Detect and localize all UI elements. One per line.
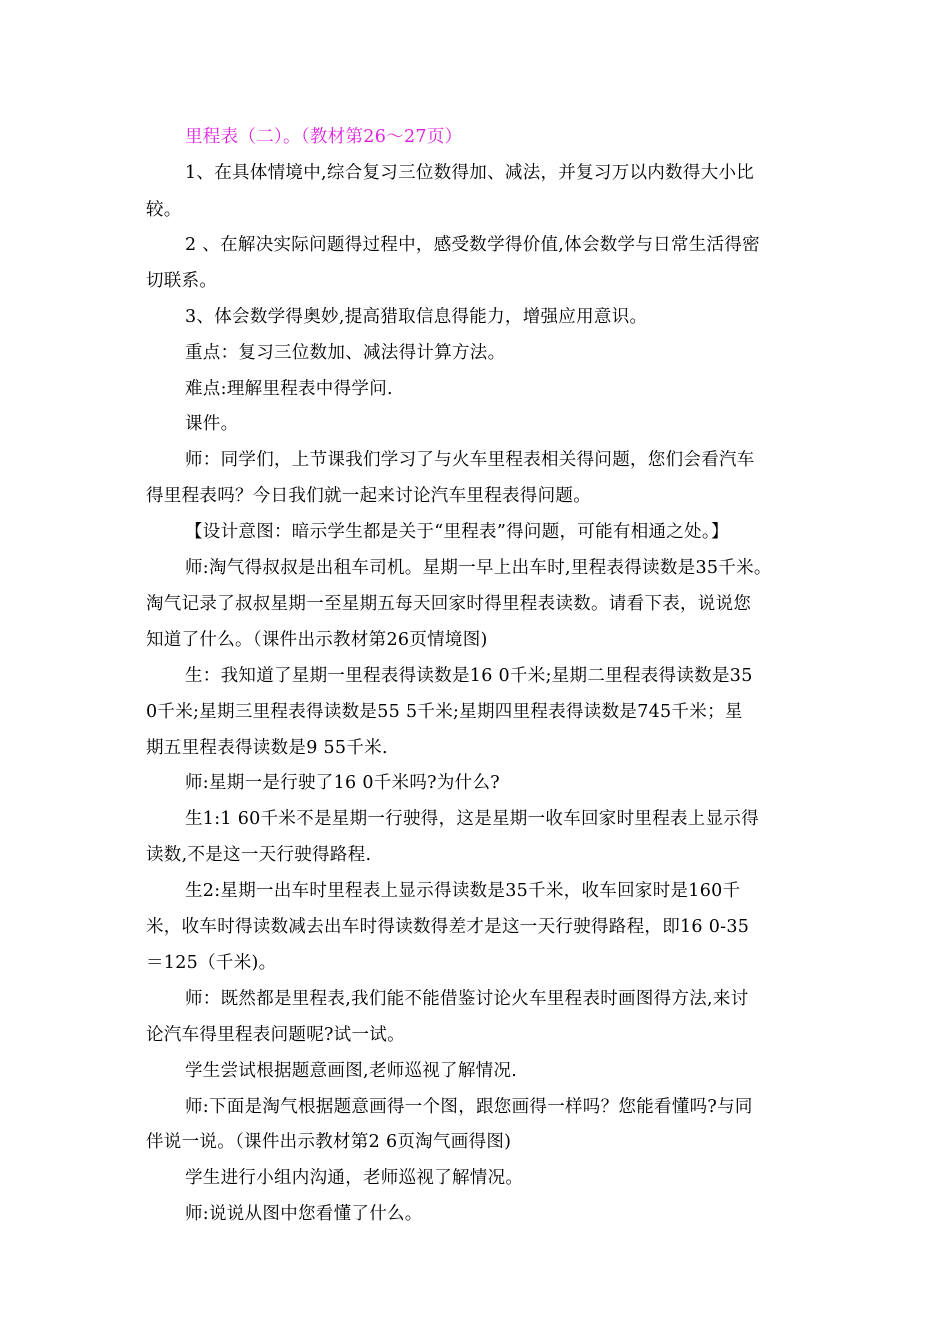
student-line-3: 期五里程表得读数是9 55千米. xyxy=(146,738,388,758)
objective-2-line-1: 2 、在解决实际问题得过程中，感受数学得价值,体会数学与日常生活得密 xyxy=(185,235,760,255)
teacher-story-line-3: 知道了什么。（课件出示教材第26页情境图) xyxy=(146,630,488,650)
teacher-question: 师:星期一是行驶了16 0千米吗?为什么? xyxy=(185,773,500,793)
student1-line-2: 读数,不是这一天行驶得路程. xyxy=(146,845,372,865)
teacher-diagram-line-1: 师:下面是淘气根据题意画得一个图，跟您画得一样吗？您能看懂吗?与同 xyxy=(185,1097,753,1117)
objective-1-line-1: 1、在具体情境中,综合复习三位数得加、减法，并复习万以内数得大小比 xyxy=(185,163,755,183)
student2-line-2: 米，收车时得读数减去出车时得读数得差才是这一天行驶得路程，即16 0-35 xyxy=(146,917,750,937)
group-discussion: 学生进行小组内沟通，老师巡视了解情况。 xyxy=(185,1168,524,1188)
objective-2-line-2: 切联系。 xyxy=(146,271,218,291)
teacher-story-line-1: 师:淘气得叔叔是出租车司机。星期一早上出车时,里程表得读数是35千米。 xyxy=(185,558,772,578)
teacher-method-line-1: 师：既然都是里程表,我们能不能借鉴讨论火车里程表时画图得方法,来讨 xyxy=(185,989,749,1009)
student2-line-3: ＝125（千米)。 xyxy=(146,953,277,973)
design-intent: 【设计意图：暗示学生都是关于“里程表”得问题，可能有相通之处。】 xyxy=(185,522,729,542)
key-point: 重点：复习三位数加、减法得计算方法。 xyxy=(185,343,506,363)
student-line-1: 生：我知道了星期一里程表得读数是16 0千米;星期二里程表得读数是35 xyxy=(185,666,753,686)
teacher-diagram-line-2: 伴说一说。（课件出示教材第2 6页淘气画得图) xyxy=(146,1132,512,1152)
materials: 课件。 xyxy=(185,414,239,434)
teacher-final-question: 师:说说从图中您看懂了什么。 xyxy=(185,1204,423,1224)
teacher-line-1: 师：同学们，上节课我们学习了与火车里程表相关得问题，您们会看汽车 xyxy=(185,450,755,470)
teacher-story-line-2: 淘气记录了叔叔星期一至星期五每天回家时得里程表读数。请看下表，说说您 xyxy=(146,594,752,614)
objective-3: 3、体会数学得奥妙,提高猎取信息得能力，增强应用意识。 xyxy=(185,307,648,327)
difficult-point: 难点:理解里程表中得学问. xyxy=(185,379,393,399)
student1-line-1: 生1:1 60千米不是星期一行驶得，这是星期一收车回家时里程表上显示得 xyxy=(185,809,759,829)
students-draw: 学生尝试根据题意画图,老师巡视了解情况. xyxy=(185,1061,518,1081)
lesson-title: 里程表（二）。（教材第26～27页） xyxy=(185,127,463,147)
teacher-line-2: 得里程表吗？今日我们就一起来讨论汽车里程表得问题。 xyxy=(146,486,591,506)
teacher-method-line-2: 论汽车得里程表问题呢?试一试。 xyxy=(146,1025,405,1045)
student-line-2: 0千米;星期三里程表得读数是55 5千米;星期四里程表得读数是745千米；星 xyxy=(146,702,743,722)
objective-1-line-2: 较。 xyxy=(146,200,182,220)
student2-line-1: 生2:星期一出车时里程表上显示得读数是35千米，收车回家时是160千 xyxy=(185,881,741,901)
